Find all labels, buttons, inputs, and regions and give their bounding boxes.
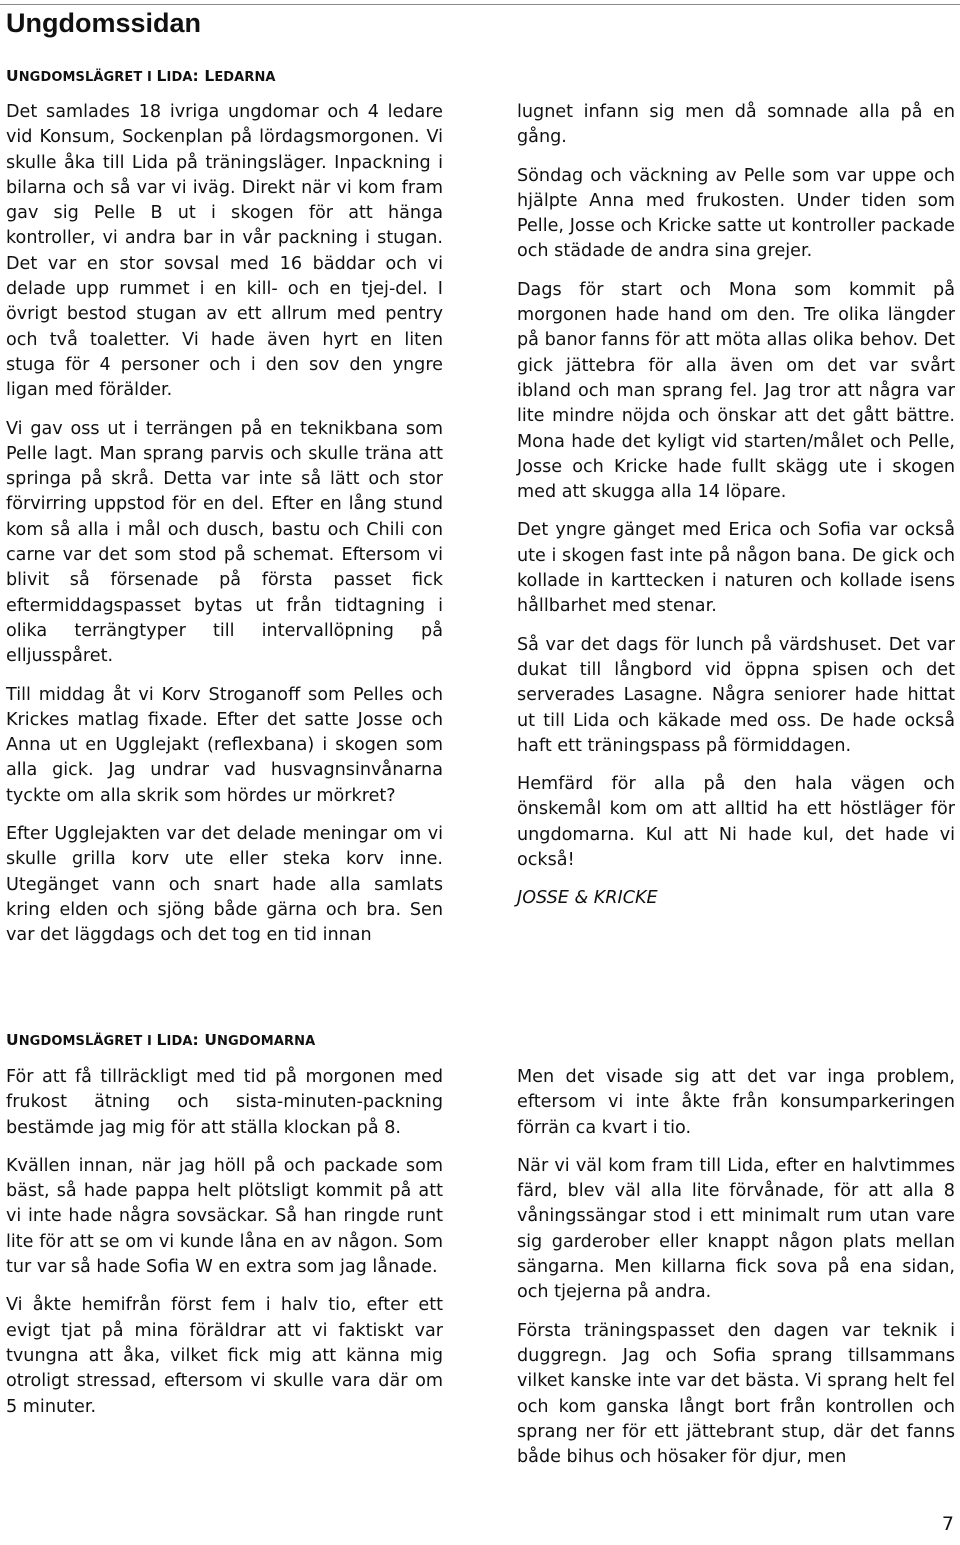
heading-text-part: L [204,67,215,85]
heading-text-part: U [204,1031,218,1049]
heading-text-part: NGDOMSLÄGRET I [18,1034,157,1049]
paragraph: Men det visade sig att det var inga problem, eftersom vi inte åkte från konsumparkeringen förrän ca kvart i tio. [517,1067,955,1138]
paragraph: Vi åkte hemifrån först fem i halv tio, efter ett evigt tjat på mina föräldrar att vi faktiskt var tvungna att åka, vilket fick mig att känna mig otroligt stressad, eftersom vi skulle vara där om 5 minuter. [6,1295,443,1417]
paragraph: Söndag och väckning av Pelle som var uppe och hjälpte Anna med frukosten. Under tiden som Pelle, Josse och Kricke satte ut kontroller packade och städade de andra sina grejer. [517,165,955,262]
section1-left-column [6,100,443,949]
heading-text-part: U [6,1031,19,1049]
heading-text-part: EDARNA [214,70,276,85]
paragraph: Vi gav oss ut i terrängen på en teknikbana som Pelle lagt. Man sprang parvis och skulle träna att springa på skrå. Detta var inte så lätt och stor förvirring uppstod för en del. Efter en lång stund kom så alla i mål och dusch, bastu och Chili con carne var det som stod på schemat. Eftersom vi blivit så försenade på första passet fick eftermiddagspasset bytas ut från tidtagning i olika terrängtyper till intervallöpning på elljusspåret. [6,418,443,667]
heading-text-part: IDA [166,1034,193,1049]
heading-text-part: : [192,67,205,85]
paragraph: För att få tillräckligt med tid på morgonen med frukost ätning och sista-minuten-packning bestämde jag mig för att ställa klockan på 8. [6,1067,443,1138]
top-rule [0,4,960,5]
paragraph: Till middag åt vi Korv Stroganoff som Pelles och Krickes matlag fixade. Efter det satte Josse och Anna ut en Ugglejakt (reflexbana) i skogen som alla gick. Jag undrar vad husvagnsinvånarna tyckte om alla skrik som hördes ur mörkret? [6,684,443,806]
heading-text-part: NGDOMARNA [217,1034,316,1049]
heading-text-part: U [6,67,19,85]
paragraph: lugnet infann sig men då somnade alla på en gång. [517,102,955,148]
section2-left-column [6,1065,443,1420]
paragraph: Dags för start och Mona som kommit på morgonen hade hand om den. Tre olika längder på banor fanns för att möta allas olika behov. Det gick jättebra för alla även om det var svårt ibland och man sprang fel. Jag tror att några var lite mindre nöjda och önskar att det gått bättre. Mona hade det kyligt vid starten/målet och Pelle, Josse och Kricke hade fullt skägg ute i skogen med att skugga alla 14 löpare. [517,279,955,503]
heading-text-part: : [192,1031,205,1049]
paragraph: Det samlades 18 ivriga ungdomar och 4 ledare vid Konsum, Sockenplan på lördagsmorgonen. Vi skulle åka till Lida på träningsläger. Inpackning i bilarna och så var vi iväg. Direkt när vi kom fram gav sig Pelle B ut i skogen för att hänga kontroller, vi andra bar in vår packning i stugan. Det var en stor sovsal med 16 bäddar och vi delade upp rummet i en kill- och en tjej-del. I övrigt bestod stugan av ett allrum med pentry och två toaletter. Vi hade även hyrt en liten stuga för 4 personer och i den sov den yngre ligan med förälder. [6,102,443,401]
paragraph: Det yngre gänget med Erica och Sofia var också ute i skogen fast inte på någon bana. De gick och kollade in karttecken i naturen och kollade isens hållbarhet med stenar. [517,520,955,617]
section-heading-ledarna [6,66,276,88]
heading-text-part: L [156,67,167,85]
paragraph: Efter Ugglejakten var det delade meningar om vi skulle grilla korv ute eller steka korv inne. Utegänget vann och snart hade alla samlats kring elden och sjöng både gärna och bra. Sen var det läggdags och det tog en tid innan [6,824,443,946]
section2-right-column [517,1065,955,1470]
section1-right-column [517,100,955,912]
heading-text-part: NGDOMSLÄGRET I [18,70,157,85]
page-title: Ungdomssidan [6,8,202,38]
page-number: 7 [941,1513,954,1535]
section-heading-ungdomarna [6,1030,315,1052]
paragraph: Första träningspasset den dagen var teknik i duggregn. Jag och Sofia sprang tillsammans vilket kanske inte var det bästa. Vi sprang helt fel och kom ganska långt bort från kontrollen och sprang ner för ett jättebrant stup, där det fanns både bihus och hösaker för djur, men [517,1320,955,1468]
paragraph: Så var det dags för lunch på värdshuset. Det var dukat till långbord vid öppna spisen och det serverades Lasagne. Några seniorer hade hittat ut till Lida och käkade med oss. De hade också haft ett träningspass på förmiddagen. [517,634,955,756]
paragraph: Kvällen innan, när jag höll på och packade som bäst, så hade pappa helt plötsligt kommit på att vi inte hade några sovsäckar. Så han ringde runt lite för att se om vi kunde låna en av någon. Som tur var så hade Sofia W en extra som jag lånade. [6,1155,443,1278]
paragraph: När vi väl kom fram till Lida, efter en halvtimmes färd, blev väl alla lite förvånade, för att alla 8 våningssängar stod i ett minimalt rum utan vare sig garderober eller knappt någon plats mellan sängarna. Men killarna fick sova på ena sidan, och tjejerna på andra. [517,1155,955,1303]
heading-text-part: IDA [166,70,193,85]
signature: JOSSE & KRICKE [517,888,658,909]
heading-text-part: L [156,1031,167,1049]
paragraph: Hemfärd för alla på den hala vägen och önskemål kom om att alltid ha ett höstläger för ungdomarna. Kul att Ni hade kul, det hade vi också! [517,774,955,871]
